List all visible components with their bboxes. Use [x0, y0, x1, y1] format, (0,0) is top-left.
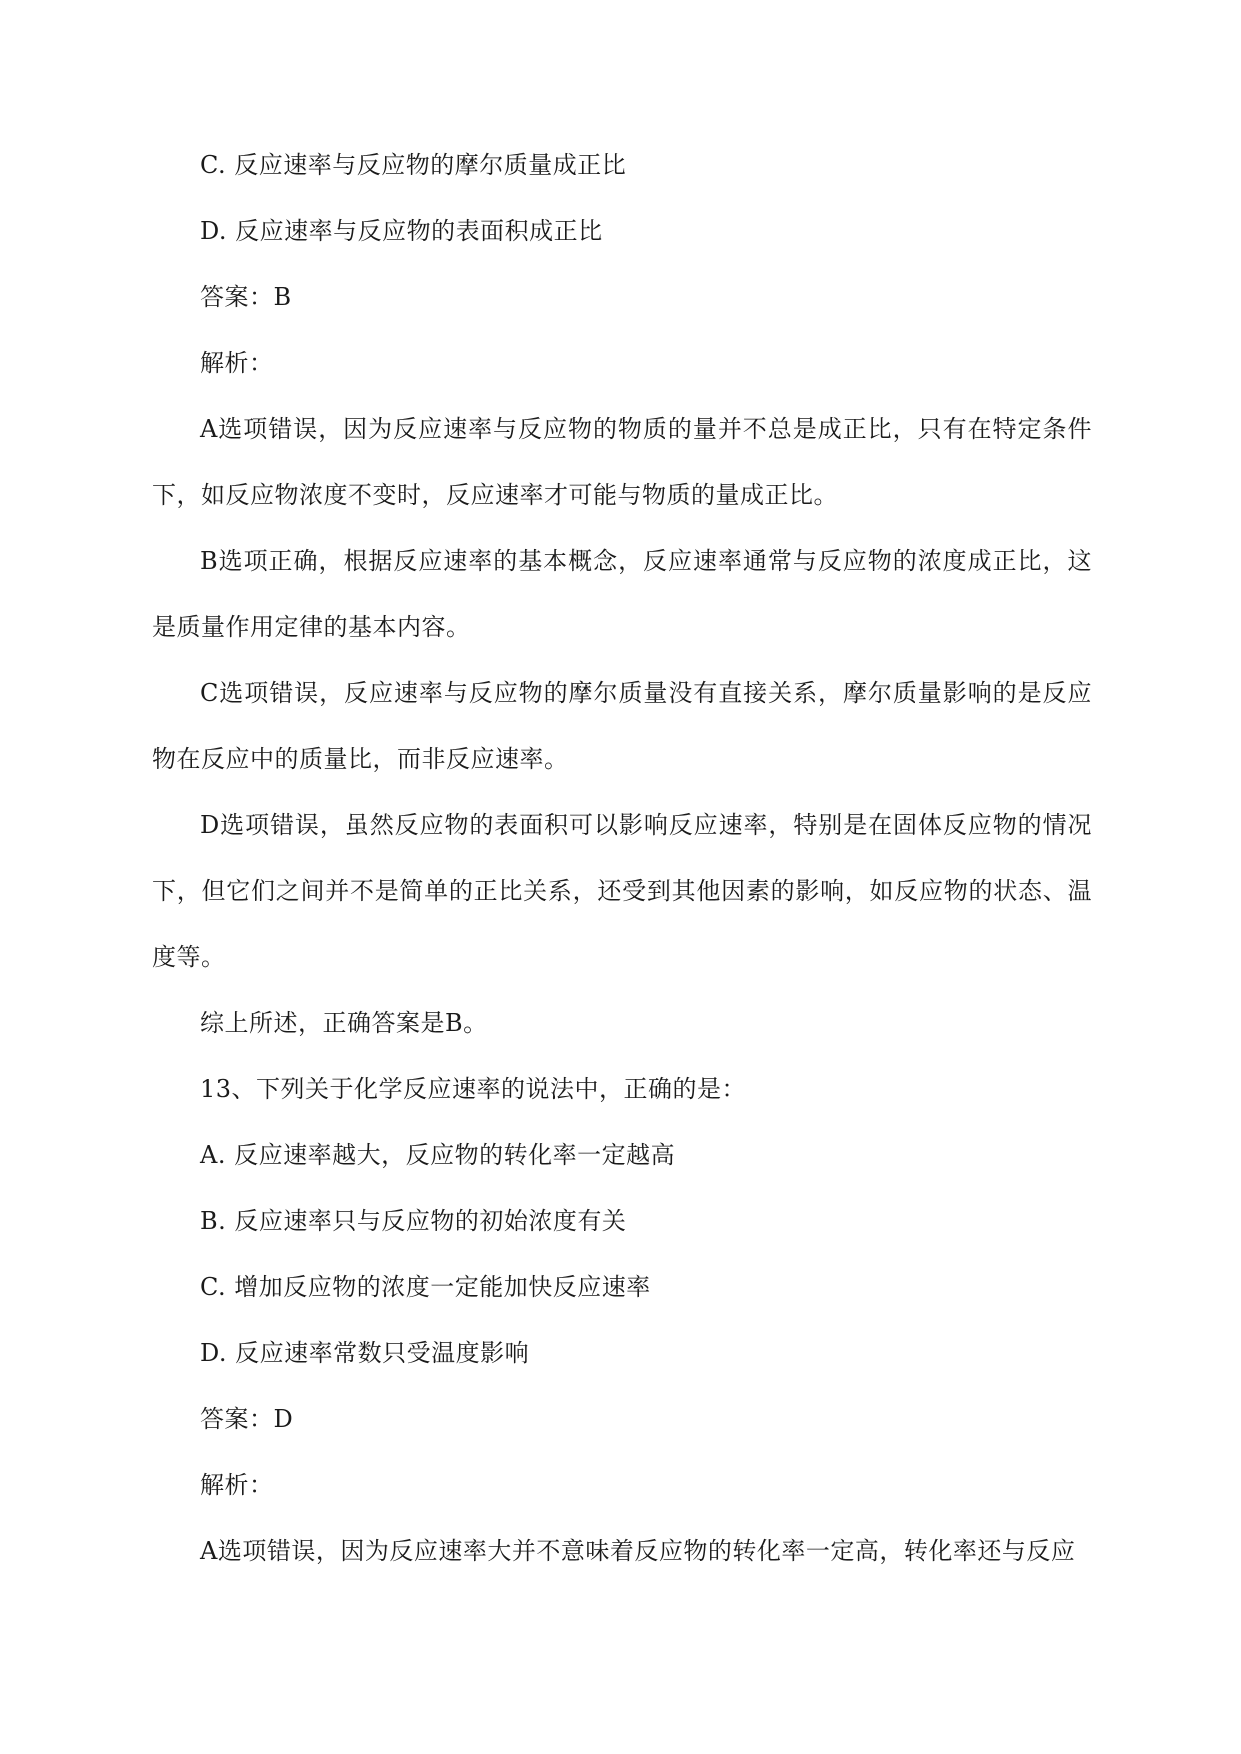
q12-analysis-c: C选项错误，反应速率与反应物的摩尔质量没有直接关系，摩尔质量影响的是反应物在反应中的质量比，而非反应速率。: [152, 679, 1092, 773]
q13-option-c: C. 增加反应物的浓度一定能加快反应速率: [200, 1273, 651, 1301]
q12-answer: 答案：B: [200, 283, 292, 311]
q13-option-d: D. 反应速率常数只受温度影响: [200, 1339, 530, 1367]
q13-option-a: A. 反应速率越大，反应物的转化率一定越高: [200, 1141, 676, 1169]
q13-option-b: B. 反应速率只与反应物的初始浓度有关: [200, 1207, 627, 1235]
q13-analysis-label: 解析：: [200, 1471, 274, 1499]
q13-question: 13、下列关于化学反应速率的说法中，正确的是：: [200, 1075, 747, 1103]
q12-option-d: D. 反应速率与反应物的表面积成正比: [200, 217, 603, 245]
q12-analysis-d: D选项错误，虽然反应物的表面积可以影响反应速率，特别是在固体反应物的情况下，但它们之间并不是简单的正比关系，还受到其他因素的影响，如反应物的状态、温度等。: [152, 811, 1092, 971]
q12-analysis-a: A选项错误，因为反应速率与反应物的物质的量并不总是成正比，只有在特定条件下，如反应物浓度不变时，反应速率才可能与物质的量成正比。: [152, 415, 1092, 509]
q12-analysis-b: B选项正确，根据反应速率的基本概念，反应速率通常与反应物的浓度成正比，这是质量作用定律的基本内容。: [152, 547, 1092, 641]
q13-answer: 答案：D: [200, 1405, 294, 1433]
q12-analysis-label: 解析：: [200, 349, 274, 377]
q13-analysis-a: A选项错误，因为反应速率大并不意味着反应物的转化率一定高，转化率还与反应: [200, 1537, 1076, 1565]
q12-option-c: C. 反应速率与反应物的摩尔质量成正比: [200, 151, 627, 179]
q12-summary: 综上所述，正确答案是B。: [200, 1009, 488, 1037]
